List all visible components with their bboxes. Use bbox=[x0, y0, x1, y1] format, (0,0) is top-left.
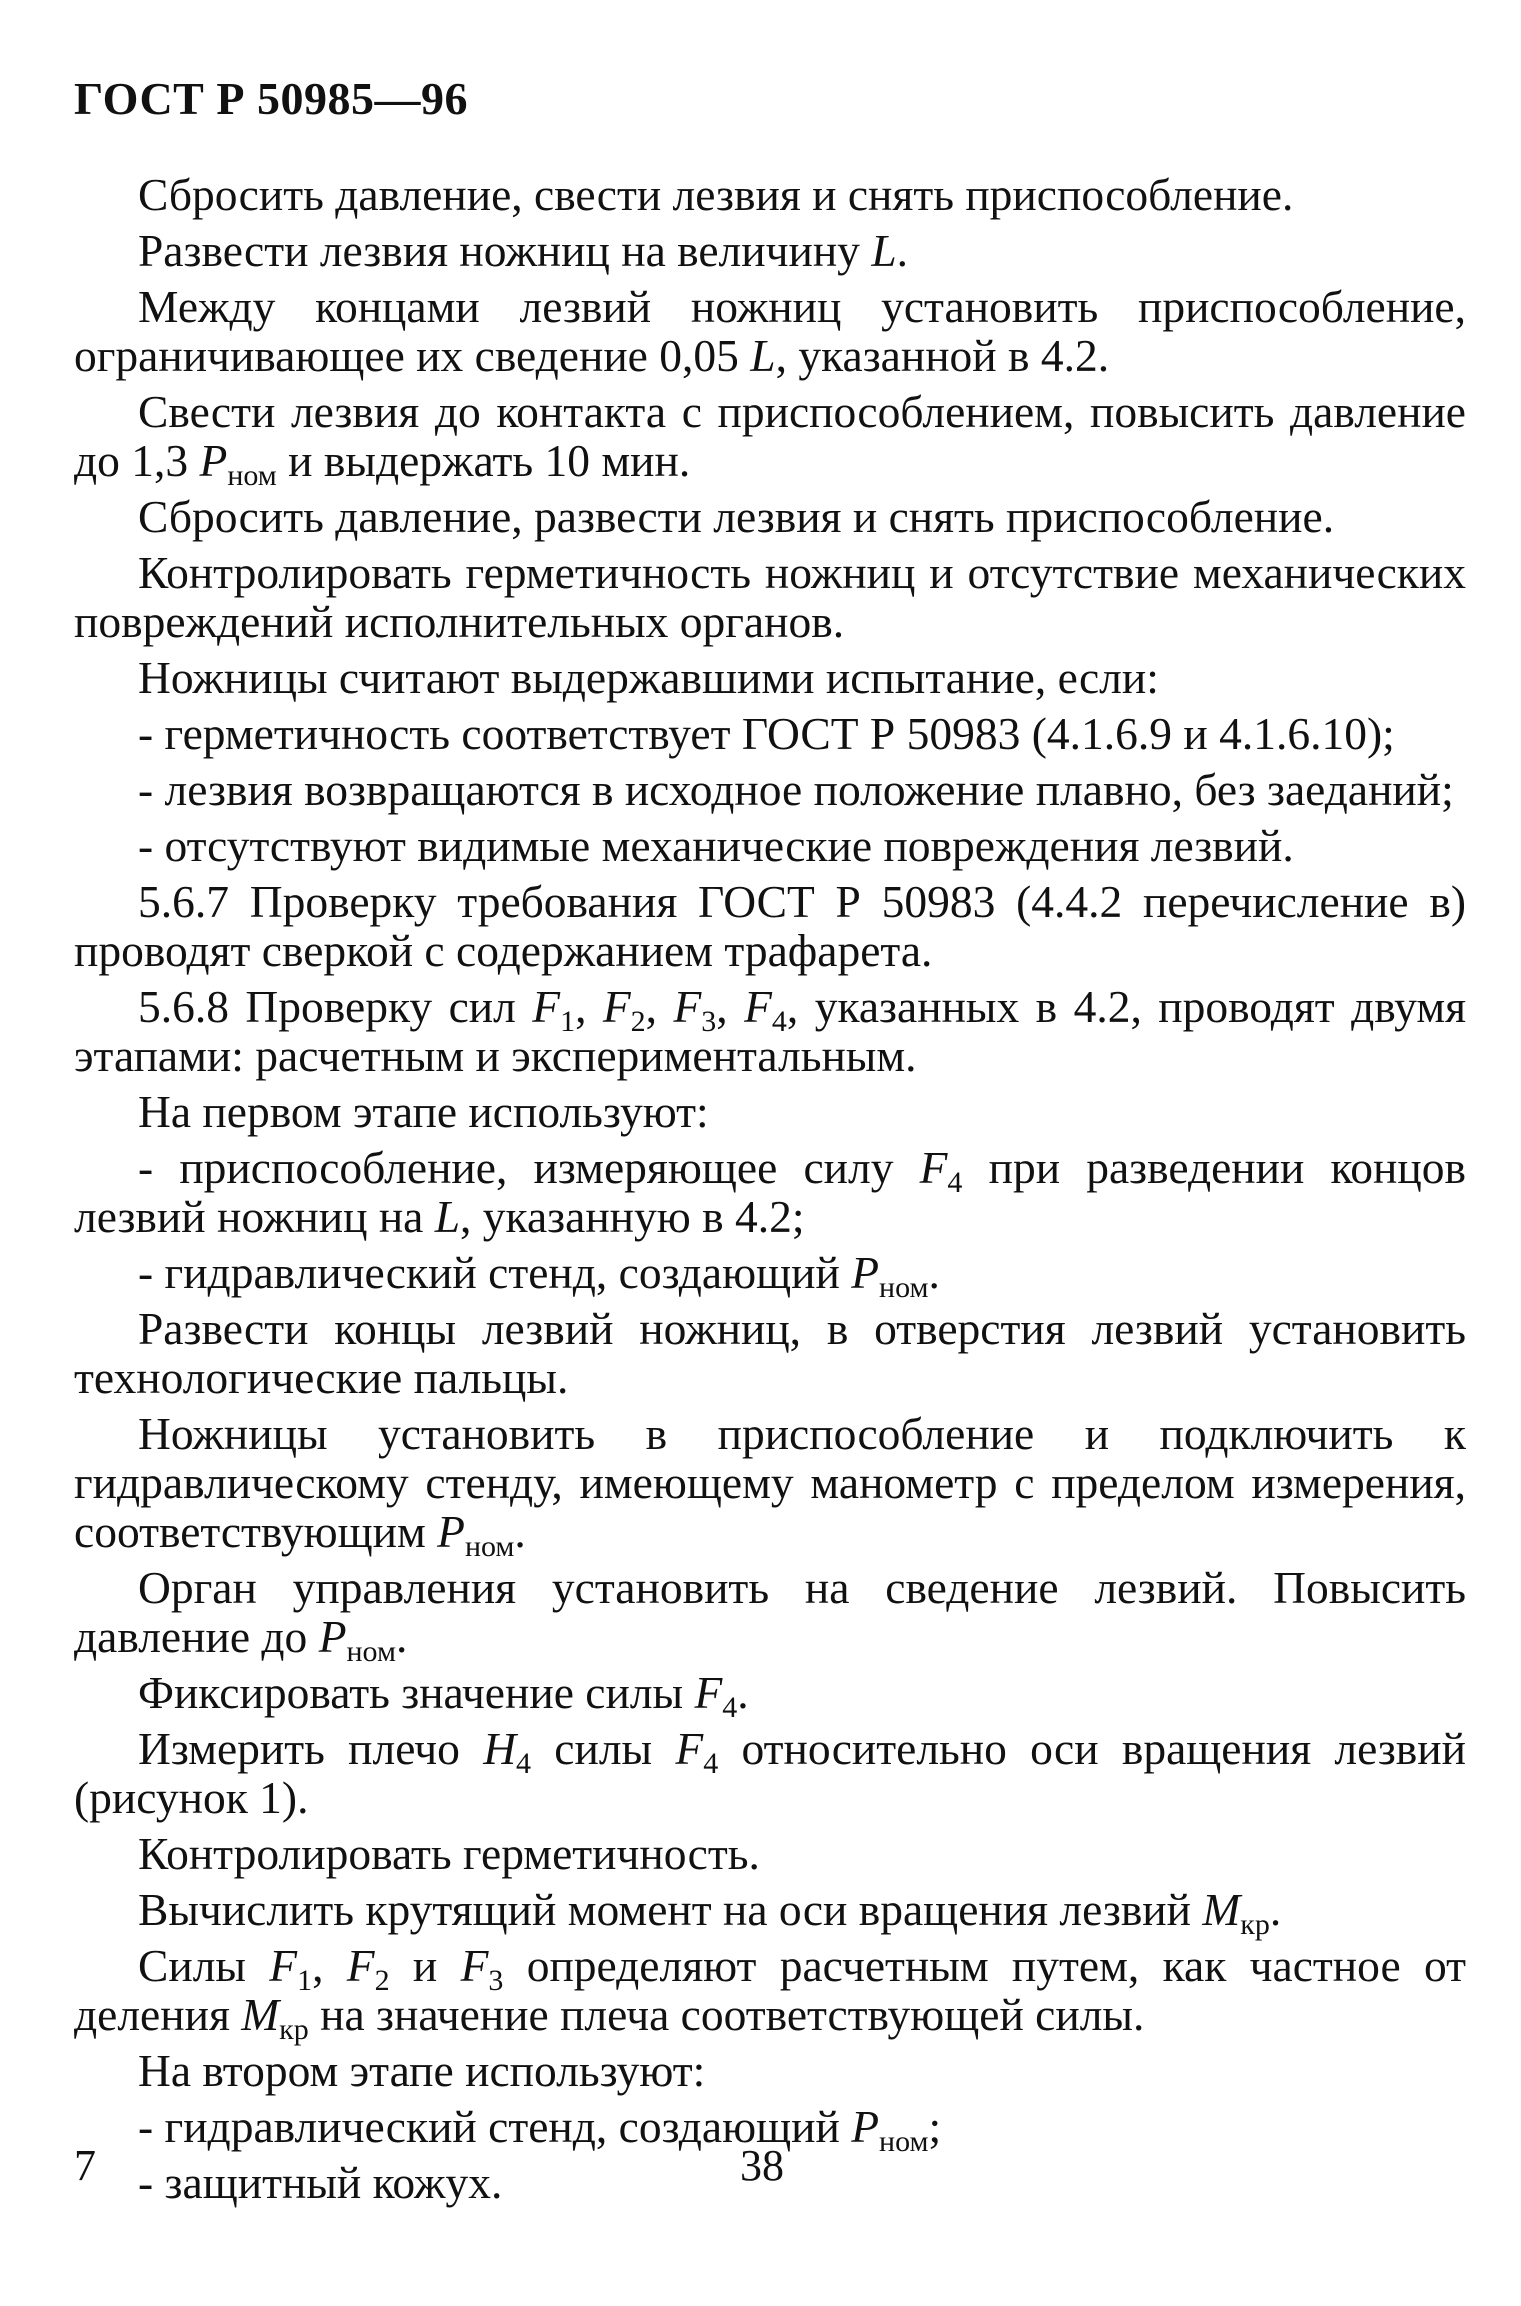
list-item: - отсутствуют видимые механические повреждения лезвий. bbox=[138, 820, 1294, 871]
paragraph: Контролировать герметичность ножниц и отсутствие механических повреждений исполнительных органов. bbox=[74, 547, 1466, 647]
list-item: - гидравлический стенд, создающий $P_{ном}$; bbox=[138, 2101, 942, 2158]
document-header: ГОСТ Р 50985—96 bbox=[74, 73, 468, 124]
paragraph: Ножницы считают выдержавшими испытание, если: bbox=[138, 652, 1159, 703]
document-body bbox=[74, 170, 1466, 2214]
clause-5-6-7: 5.6.7 Проверку требования ГОСТ Р 50983 (4.4.2 перечисление в) проводят сверкой с содержанием трафарета. bbox=[74, 876, 1466, 976]
footer-sheet-number: 7 bbox=[74, 2141, 96, 2190]
paragraph: Измерить плечо $H_4$ силы $F_4$ относительно оси вращения лезвий (рисунок 1). bbox=[74, 1723, 1466, 1823]
paragraph: Сбросить давление, свести лезвия и снять приспособление. bbox=[138, 169, 1294, 220]
paragraph: Орган управления установить на сведение лезвий. Повысить давление до $P_{ном}$. bbox=[74, 1562, 1466, 1668]
list-item: - гидравлический стенд, создающий $P_{ном}$. bbox=[138, 1247, 940, 1304]
paragraph: Развести концы лезвий ножниц, в отверстия лезвий установить технологические пальцы. bbox=[74, 1303, 1466, 1403]
paragraph: Развести лезвия ножниц на величину L. bbox=[138, 225, 908, 276]
paragraph: На первом этапе используют: bbox=[138, 1086, 709, 1137]
paragraph: На втором этапе используют: bbox=[138, 2045, 706, 2096]
paragraph: Свести лезвия до контакта с приспособлением, повысить давление до 1,3 $P_{ном}$ и выдержать 10 мин. bbox=[74, 386, 1466, 492]
paragraph: Сбросить давление, развести лезвия и снять приспособление. bbox=[138, 491, 1335, 542]
paragraph: Силы $F_1$, $F_2$ и $F_3$ определяют расчетным путем, как частное от деления $M_{кр}$ на значение плеча соответствующей силы. bbox=[74, 1940, 1466, 2046]
paragraph: Ножницы установить в приспособление и подключить к гидравлическому стенду, имеющему манометр с пределом измерения, соответствующим $P_{ном}$. bbox=[74, 1408, 1466, 1563]
page-number: 38 bbox=[740, 2141, 784, 2190]
paragraph: Вычислить крутящий момент на оси вращения лезвий $M_{кр}$. bbox=[138, 1884, 1282, 1941]
paragraph: Между концами лезвий ножниц установить приспособление, ограничивающее их сведение 0,05 L, указанной в 4.2. bbox=[74, 281, 1466, 381]
paragraph: Фиксировать значение силы $F_4$. bbox=[138, 1667, 749, 1724]
paragraph: Контролировать герметичность. bbox=[138, 1828, 760, 1879]
clause-5-6-8: 5.6.8 Проверку сил $F_1$, $F_2$, $F_3$, $F_4$, указанных в 4.2, проводят двумя этапами: расчетным и экспериментальным. bbox=[74, 981, 1467, 1081]
list-item: - герметичность соответствует ГОСТ Р 50983 (4.1.6.9 и 4.1.6.10); bbox=[138, 708, 1395, 759]
list-item: - лезвия возвращаются в исходное положение плавно, без заеданий; bbox=[138, 764, 1454, 815]
list-item: - приспособление, измеряющее силу $F_4$ при разведении концов лезвий ножниц на L, указанную в 4.2; bbox=[74, 1142, 1466, 1242]
list-item: - защитный кожух. bbox=[138, 2157, 503, 2208]
